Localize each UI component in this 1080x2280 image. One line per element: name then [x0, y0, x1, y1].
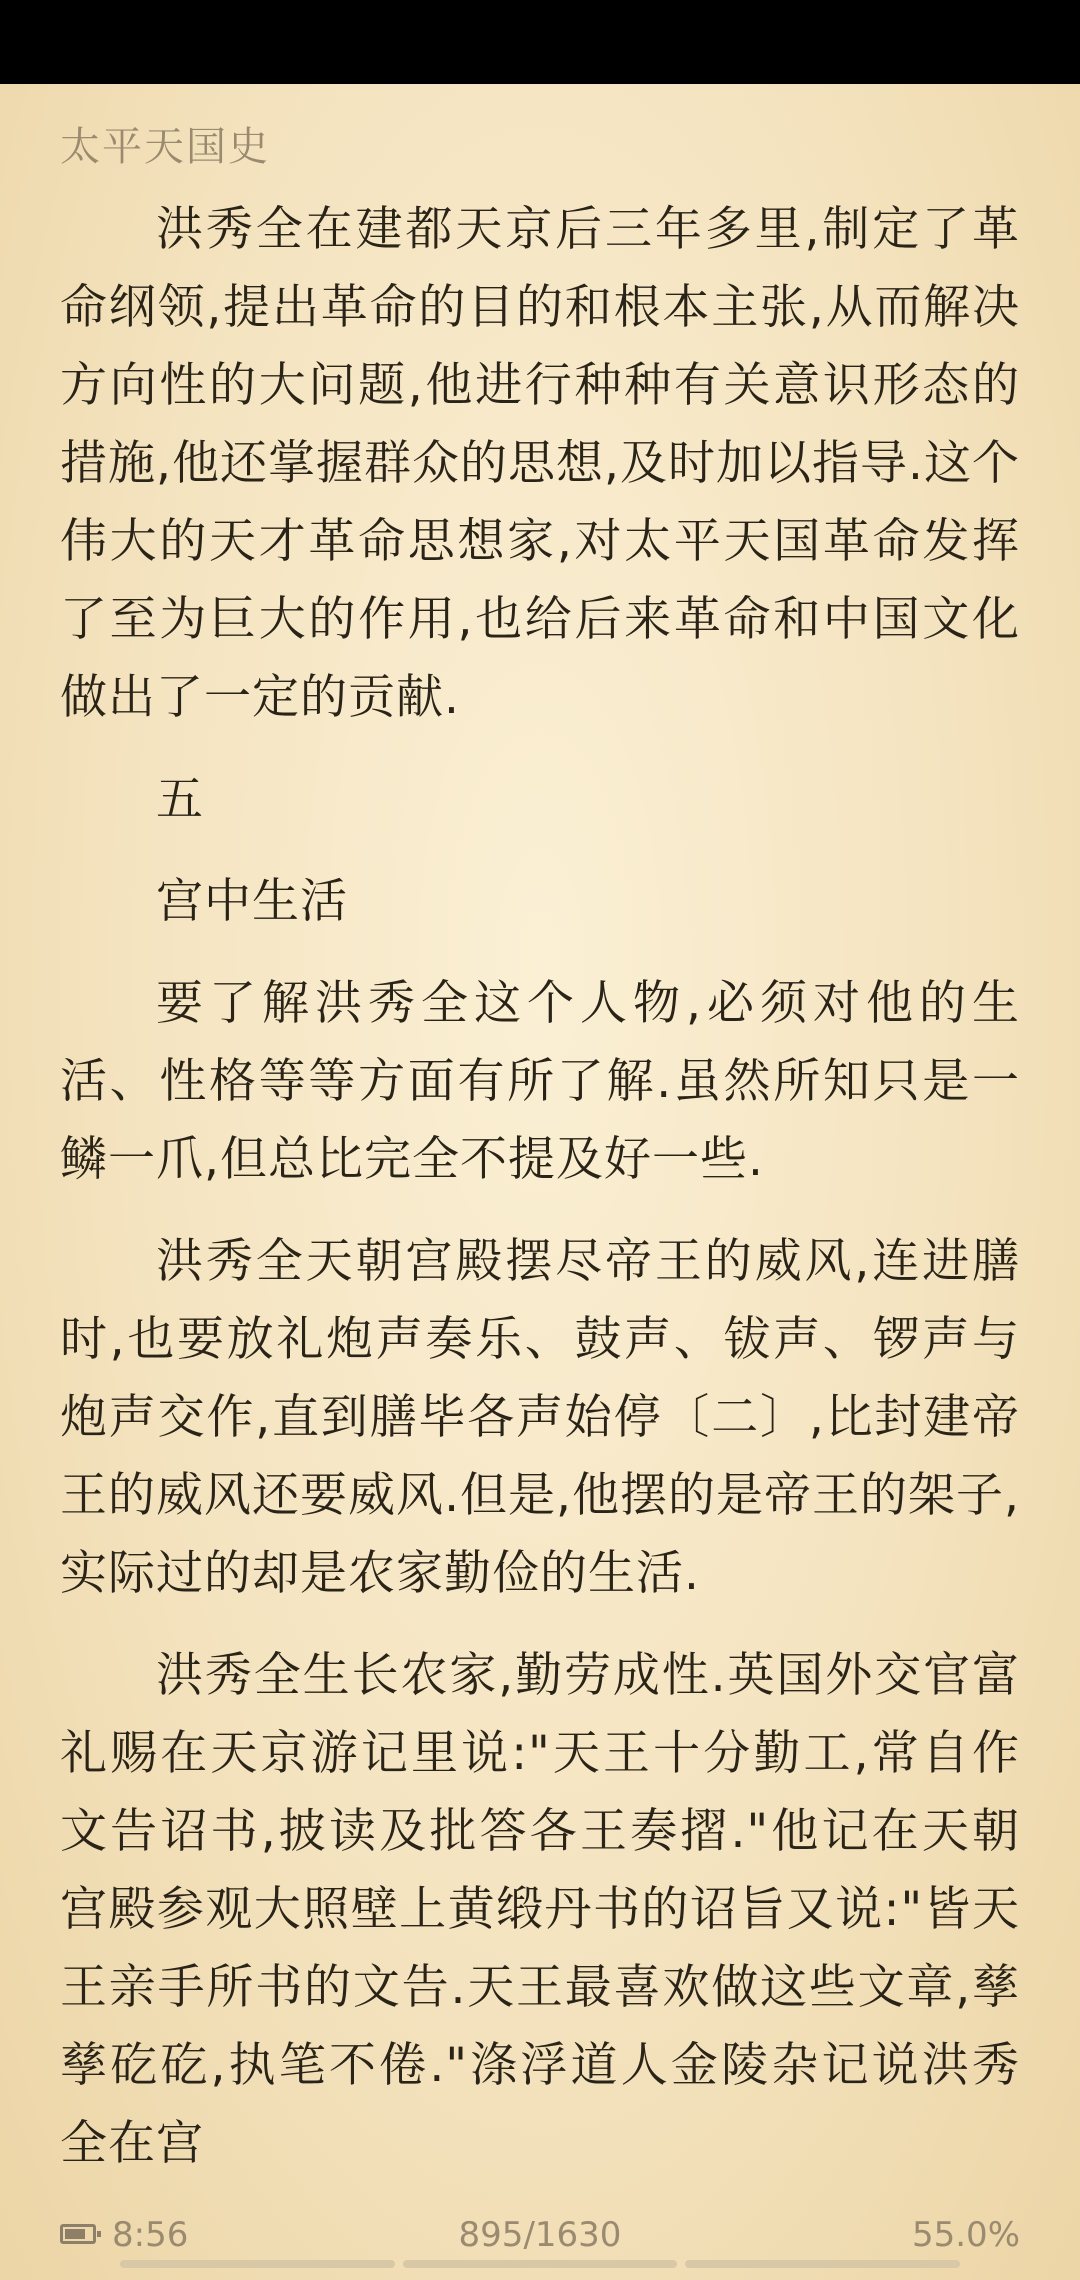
reading-percent: 55.0%	[911, 2215, 1020, 2255]
system-status-bar	[0, 0, 1080, 84]
paragraph: 要了解洪秀全这个人物,必须对他的生活、性格等等方面有所了解.虽然所知只是一鳞一爪,但总比完全不提及好一些.	[60, 976, 1020, 1187]
book-title: 太平天国史	[60, 124, 270, 170]
navigation-gesture-bar	[120, 2260, 960, 2268]
page-indicator: 895/1630	[458, 2215, 622, 2255]
paragraph: 洪秀全生长农家,勤劳成性.英国外交官富礼赐在天京游记里说:"天王十分勤工,常自作文告诏书,披读及批答各王奏摺."他记在天朝宫殿参观大照壁上黄缎丹书的诏旨又说:"皆天王亲手所书的文告.天王最喜欢做这些文章,孳孳矻矻,执笔不倦."涤浮道人金陵杂记说洪秀全在宫	[60, 1648, 1020, 2171]
section-number: 五	[156, 772, 204, 827]
clock-time: 8:56	[112, 2215, 189, 2255]
gesture-bar-segment	[403, 2260, 678, 2268]
paragraph: 洪秀全天朝宫殿摆尽帝王的威风,连进膳时,也要放礼炮声奏乐、鼓声、钹声、锣声与炮声交作,直到膳毕各声始停〔二〕,比封建帝王的威风还要威风.但是,他摆的是帝王的架子,实际过的却是农家勤俭的生活.	[60, 1234, 1020, 1601]
gesture-bar-segment	[120, 2260, 395, 2268]
gesture-bar-segment	[685, 2260, 960, 2268]
reader-page[interactable]	[0, 84, 1080, 2280]
section-heading: 宫中生活	[156, 874, 348, 929]
paragraph: 洪秀全在建都天京后三年多里,制定了革命纲领,提出革命的目的和根本主张,从而解决方向性的大问题,他进行种种有关意识形态的措施,他还掌握群众的思想,及时加以指导.这个伟大的天才革命思想家,对太平天国革命发挥了至为巨大的作用,也给后来革命和中国文化做出了一定的贡献.	[60, 202, 1020, 725]
chapter-content[interactable]	[60, 191, 1020, 2207]
reader-footer	[60, 2210, 1020, 2260]
